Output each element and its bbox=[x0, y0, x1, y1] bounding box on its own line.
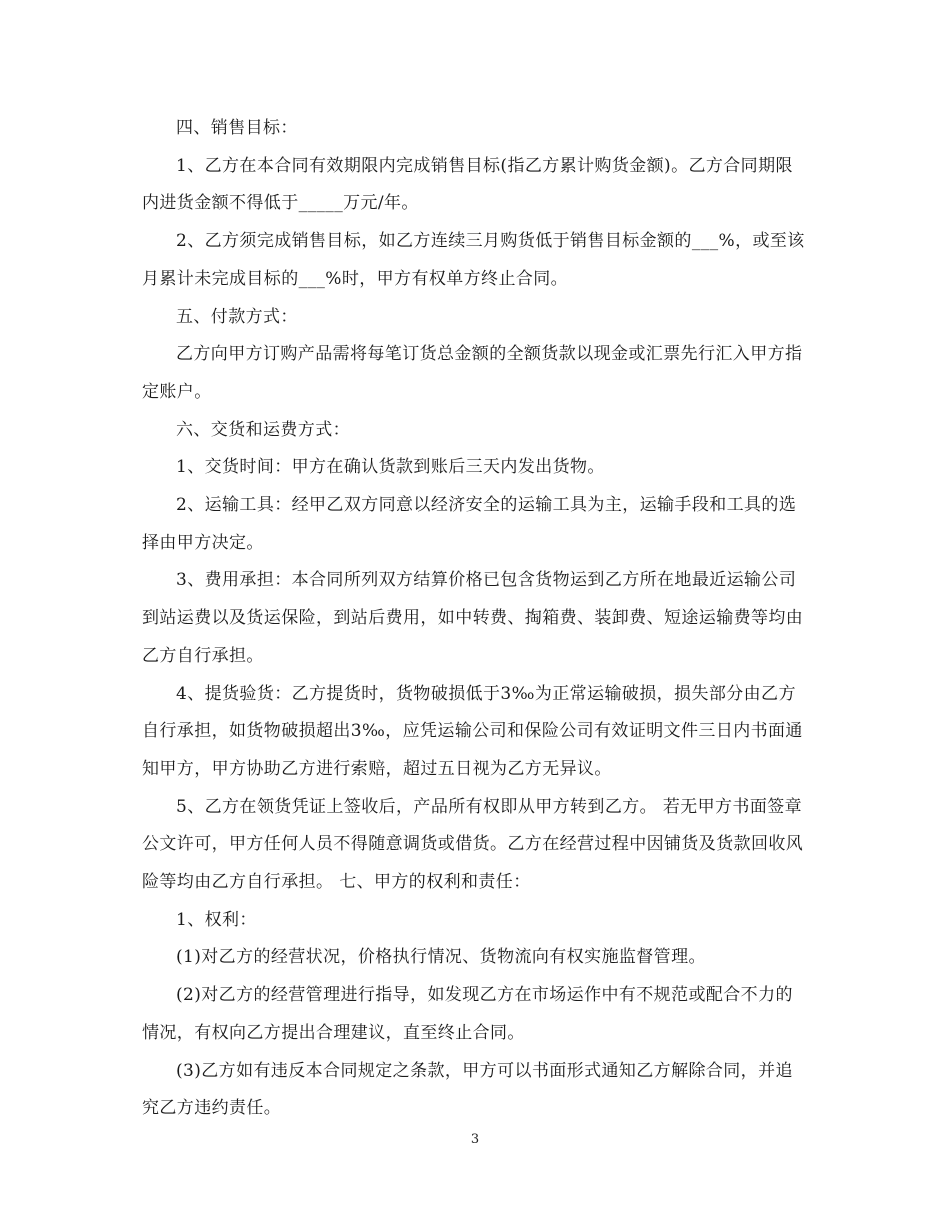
section-heading-delivery: 六、交货和运费方式： bbox=[176, 419, 350, 440]
paragraph-transport-tools: 2、运输工具：经甲乙双方同意以经济安全的运输工具为主，运输手段和工具的选择由甲方决定。 bbox=[142, 495, 797, 553]
document-body bbox=[142, 110, 810, 1128]
section-heading-sales-target: 四、销售目标： bbox=[176, 118, 298, 138]
paragraph-cost-bearing: 3、费用承担：本合同所列双方结算价格已包含货物运到乙方所在地最近运输公司到站运费以及货运保险，到站后费用，如中转费、掏箱费、装卸费、短途运输费等均由乙方自行承担。 bbox=[142, 570, 804, 666]
paragraph-right-3: (3)乙方如有违反本合同规定之条款，甲方可以书面形式通知乙方解除合同，并追究乙方违约责任。 bbox=[142, 1060, 793, 1119]
paragraph-delivery-time: 1、交货时间：甲方在确认货款到账后三天内发出货物。 bbox=[176, 457, 605, 478]
page-number: 3 bbox=[470, 1132, 480, 1147]
paragraph-right-2: (2)对乙方的经营管理进行指导，如发现乙方在市场运作中有不规范或配合不力的情况，有权向乙方提出合理建议，直至终止合同。 bbox=[142, 985, 793, 1043]
section-heading-payment: 五、付款方式： bbox=[176, 306, 298, 327]
paragraph-sales-target-1: 1、乙方在本合同有效期限内完成销售目标(指乙方累计购货金额)。乙方合同期限内进货金额不得低于_____万元/年。 bbox=[142, 155, 793, 214]
paragraph-sales-target-2: 2、乙方须完成销售目标，如乙方连续三月购货低于销售目标金额的___%，或至该月累计未完成目标的___%时，甲方有权单方终止合同。 bbox=[142, 231, 805, 289]
paragraph-right-1: (1)对乙方的经营状况，价格执行情况、货物流向有权实施监督管理。 bbox=[176, 947, 706, 968]
paragraph-rights-heading: 1、权利： bbox=[176, 909, 257, 930]
paragraph-ownership: 5、乙方在领货凭证上签收后，产品所有权即从甲方转到乙方。 若无甲方书面签章公文许可，甲方任何人员不得随意调货或借货。乙方在经营过程中因铺货及货款回收风险等均由乙方自行承担。 七、甲方的权利和责任： bbox=[142, 796, 804, 893]
paragraph-inspection: 4、提货验货：乙方提货时，货物破损低于3‰为正常运输破损，损失部分由乙方自行承担，如货物破损超出3‰，应凭运输公司和保险公司有效证明文件三日内书面通知甲方，甲方协助乙方进行索赔，超过五日视为乙方无异议。 bbox=[142, 683, 803, 779]
paragraph-payment: 乙方向甲方订购产品需将每笔订货总金额的全额货款以现金或汇票先行汇入甲方指定账户。 bbox=[142, 344, 803, 402]
